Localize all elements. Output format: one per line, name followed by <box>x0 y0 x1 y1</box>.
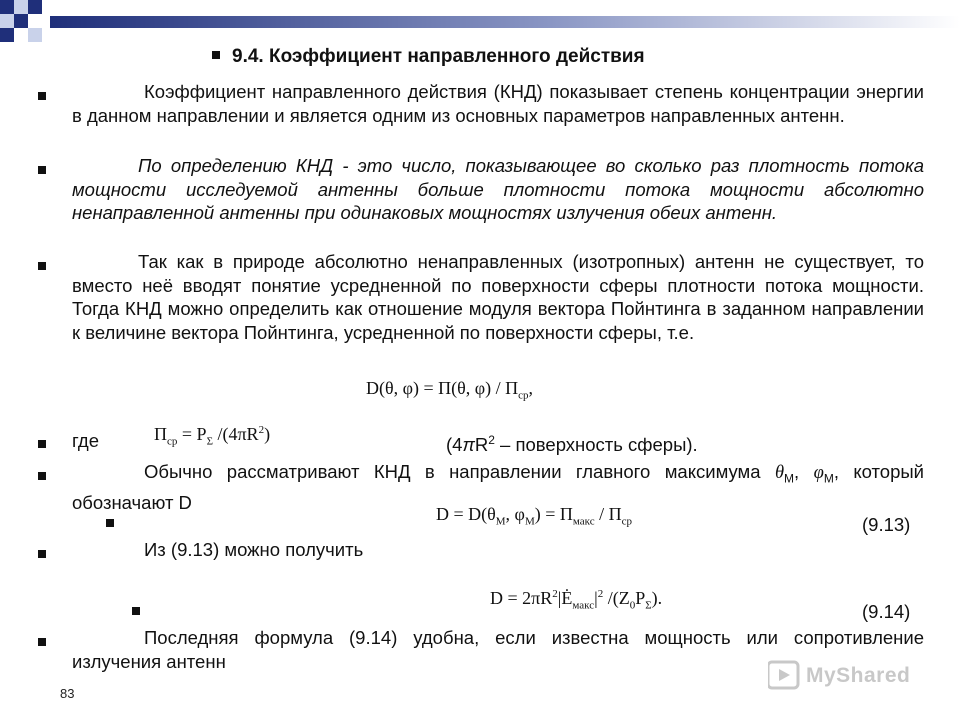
f3-m2: M <box>524 515 535 528</box>
bullet-5 <box>38 472 46 480</box>
where-text: где <box>72 430 100 451</box>
f3-sub1: макс <box>572 515 595 528</box>
paragraph-1 <box>72 80 924 127</box>
bullet-6 <box>106 519 114 527</box>
formula-average-poynting <box>154 424 270 448</box>
paragraph-6 <box>72 538 924 562</box>
f4-sup1: 2 <box>552 588 558 600</box>
slide-title-text: 9.4. Коэффициент направленного действия <box>232 46 645 67</box>
f3-a: D = D(θ <box>436 504 496 524</box>
title-bullet <box>212 51 220 59</box>
formula-1-tail: , <box>528 378 534 398</box>
formula-1-sub: ср <box>518 389 529 402</box>
where-label <box>72 429 99 453</box>
comma: , <box>794 461 800 482</box>
f4-sub2: 0 <box>629 599 636 612</box>
bullet-3 <box>38 262 46 270</box>
f4-e: P <box>635 588 646 608</box>
bullet-9 <box>38 638 46 646</box>
theta-sub: M <box>784 471 795 486</box>
formula-directivity <box>366 378 533 402</box>
f4-sub1: макс <box>572 599 595 612</box>
paragraph-2 <box>72 154 924 225</box>
paragraph-6-text: Из (9.13) можно получить <box>144 539 364 560</box>
phi-symbol: φ <box>813 463 824 483</box>
note-sup: 2 <box>488 433 495 447</box>
equation-number-9-14: (9.14) <box>862 601 911 622</box>
f3-c: ) = Π <box>534 504 573 524</box>
formula-2-lhs-sub: ср <box>167 435 178 448</box>
f4-f: ). <box>651 588 663 608</box>
watermark-text: MyShared <box>806 664 911 687</box>
f3-sub2: ср <box>621 515 632 528</box>
slide-title <box>212 46 645 68</box>
bullet-8 <box>132 607 140 615</box>
formula-2-mid: = P <box>177 424 207 444</box>
bullet-1 <box>38 92 46 100</box>
f4-b: |Ė <box>557 588 573 608</box>
paragraph-3 <box>72 250 924 344</box>
phi-sub: M <box>823 471 834 486</box>
sphere-surface-note <box>446 429 698 457</box>
formula-2-mid-sub: Σ <box>206 435 213 448</box>
formula-9-13 <box>436 504 632 528</box>
f3-m1: M <box>495 515 506 528</box>
theta-symbol: θ <box>774 463 785 483</box>
f4-c: | <box>594 588 598 608</box>
bullet-4 <box>38 440 46 448</box>
f3-b: , φ <box>505 504 525 524</box>
bullet-2 <box>38 166 46 174</box>
note-pi: π <box>462 434 475 456</box>
bullet-7 <box>38 550 46 558</box>
f4-sub3: Σ <box>645 599 652 612</box>
formula-2-rhs: /(4πR <box>212 424 259 444</box>
equation-number-9-13: (9.13) <box>862 514 911 535</box>
formula-1-main: D(θ, φ) = Π(θ, φ) / Π <box>366 378 519 398</box>
page-number: 83 <box>60 686 75 701</box>
note-r: R <box>474 434 489 456</box>
f4-a: D = 2πR <box>490 588 553 608</box>
note-rest: – поверхность сферы). <box>494 434 698 456</box>
f3-d: / Π <box>594 504 622 524</box>
formula-2-sup: 2 <box>258 424 265 436</box>
header-decoration <box>0 0 960 50</box>
formula-2-end: ) <box>264 424 271 444</box>
f4-d: /(Z <box>603 588 630 608</box>
paragraph-5-text: Обычно рассматривают КНД в направлении главного максимума <box>144 461 775 482</box>
paragraph-7-text: Последняя формула (9.14) удобна, если известна мощность или сопротивление излучения антенн <box>72 627 924 672</box>
paragraph-1-text: Коэффициент направленного действия (КНД) показывает степень концентрации энергии в данном направлении и является одним из основных параметров направленных антенн. <box>72 81 924 126</box>
paragraph-2-text: По определению КНД - это число, показывающее во сколько раз плотность потока мощности исследуемой антенны больше плотности потока мощности абсолютно ненаправленной антенны при одинаковых мощностях излучения обеих антенн. <box>72 155 924 223</box>
paragraph-5-text-end: , который обозначают D <box>72 461 925 514</box>
note-prefix: (4 <box>446 434 463 456</box>
paragraph-3-text: Так как в природе абсолютно ненаправленных (изотропных) антенн не существует, то вместо неё вводят понятие усредненной по поверхности сферы плотности потока мощности. Тогда КНД можно определить как отношение модуля вектора Пойнтинга в заданном направлении к величине вектора Пойнтинга, усредненной по поверхности сферы, т.е. <box>72 251 924 343</box>
f4-sup2: 2 <box>597 588 604 600</box>
formula-2-lhs: Π <box>154 424 167 444</box>
formula-9-14 <box>490 588 662 612</box>
